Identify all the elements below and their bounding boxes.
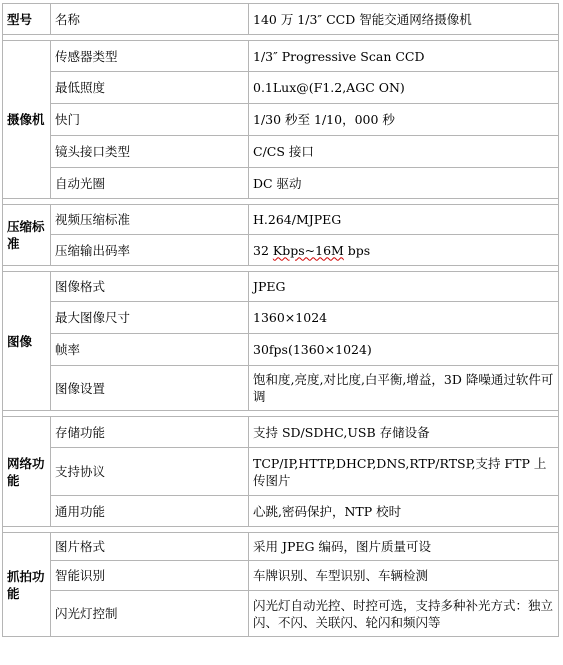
row-label: 图像格式: [51, 272, 249, 302]
row-value: C/CS 接口: [249, 136, 559, 168]
table-row: [3, 235, 559, 266]
row-label: 压缩输出码率: [51, 235, 249, 266]
table-row: [3, 561, 559, 591]
table-row: [3, 533, 559, 561]
row-label: 快门: [51, 104, 249, 136]
table-row: [3, 168, 559, 199]
row-value: 心跳,密码保护，NTP 校时: [249, 496, 559, 527]
row-value: 1/30 秒至 1/10，000 秒: [249, 104, 559, 136]
model-row: [3, 4, 559, 35]
row-label: 智能识别: [51, 561, 249, 591]
row-value: 支持 SD/SDHC,USB 存储设备: [249, 417, 559, 448]
row-value: 车牌识别、车型识别、车辆检测: [249, 561, 559, 591]
category-model: 型号: [3, 4, 51, 35]
category-capture: 抓拍功能: [3, 533, 51, 637]
table-row: [3, 591, 559, 637]
row-value: 饱和度,亮度,对比度,白平衡,增益，3D 降噪通过软件可调: [249, 366, 559, 411]
table-row: [3, 302, 559, 334]
row-value: DC 驱动: [249, 168, 559, 199]
row-value: JPEG: [249, 272, 559, 302]
row-label: 存储功能: [51, 417, 249, 448]
row-label: 通用功能: [51, 496, 249, 527]
row-label: 自动光圈: [51, 168, 249, 199]
row-value-bitrate: [249, 235, 559, 266]
table-row: [3, 104, 559, 136]
row-value: 1/3″ Progressive Scan CCD: [249, 41, 559, 72]
table-row: [3, 366, 559, 411]
table-row: [3, 496, 559, 527]
table-row: [3, 417, 559, 448]
row-value: 0.1Lux@(F1.2,AGC ON): [249, 72, 559, 104]
table-row: [3, 205, 559, 235]
spec-table: [2, 3, 559, 637]
row-label: 闪光灯控制: [51, 591, 249, 637]
row-label: 支持协议: [51, 448, 249, 496]
table-row: [3, 72, 559, 104]
category-camera: 摄像机: [3, 41, 51, 199]
row-label: 传感器类型: [51, 41, 249, 72]
row-label-name: 名称: [51, 4, 249, 35]
bitrate-unit: bps: [343, 242, 371, 258]
row-value: H.264/MJPEG: [249, 205, 559, 235]
row-label: 最低照度: [51, 72, 249, 104]
row-value: TCP/IP,HTTP,DHCP,DNS,RTP/RTSP,支持 FTP 上传图片: [249, 448, 559, 496]
row-value-name: 140 万 1/3″ CCD 智能交通网络摄像机: [249, 4, 559, 35]
row-value: 采用 JPEG 编码，图片质量可设: [249, 533, 559, 561]
row-value: 1360×1024: [249, 302, 559, 334]
table-row: [3, 448, 559, 496]
row-label: 镜头接口类型: [51, 136, 249, 168]
row-label: 图片格式: [51, 533, 249, 561]
category-network: 网络功能: [3, 417, 51, 527]
row-label: 视频压缩标准: [51, 205, 249, 235]
category-compression: 压缩标准: [3, 205, 51, 266]
row-label: 帧率: [51, 334, 249, 366]
bitrate-range: Kbps~16M: [272, 242, 344, 258]
table-row: [3, 136, 559, 168]
category-image: 图像: [3, 272, 51, 411]
table-row: [3, 41, 559, 72]
row-value: 30fps(1360×1024): [249, 334, 559, 366]
row-value: 闪光灯自动光控、时控可选，支持多种补光方式：独立闪、不闪、关联闪、轮闪和频闪等: [249, 591, 559, 637]
table-row: [3, 272, 559, 302]
row-label: 图像设置: [51, 366, 249, 411]
bitrate-min: 32: [253, 242, 273, 258]
table-row: [3, 334, 559, 366]
row-label: 最大图像尺寸: [51, 302, 249, 334]
